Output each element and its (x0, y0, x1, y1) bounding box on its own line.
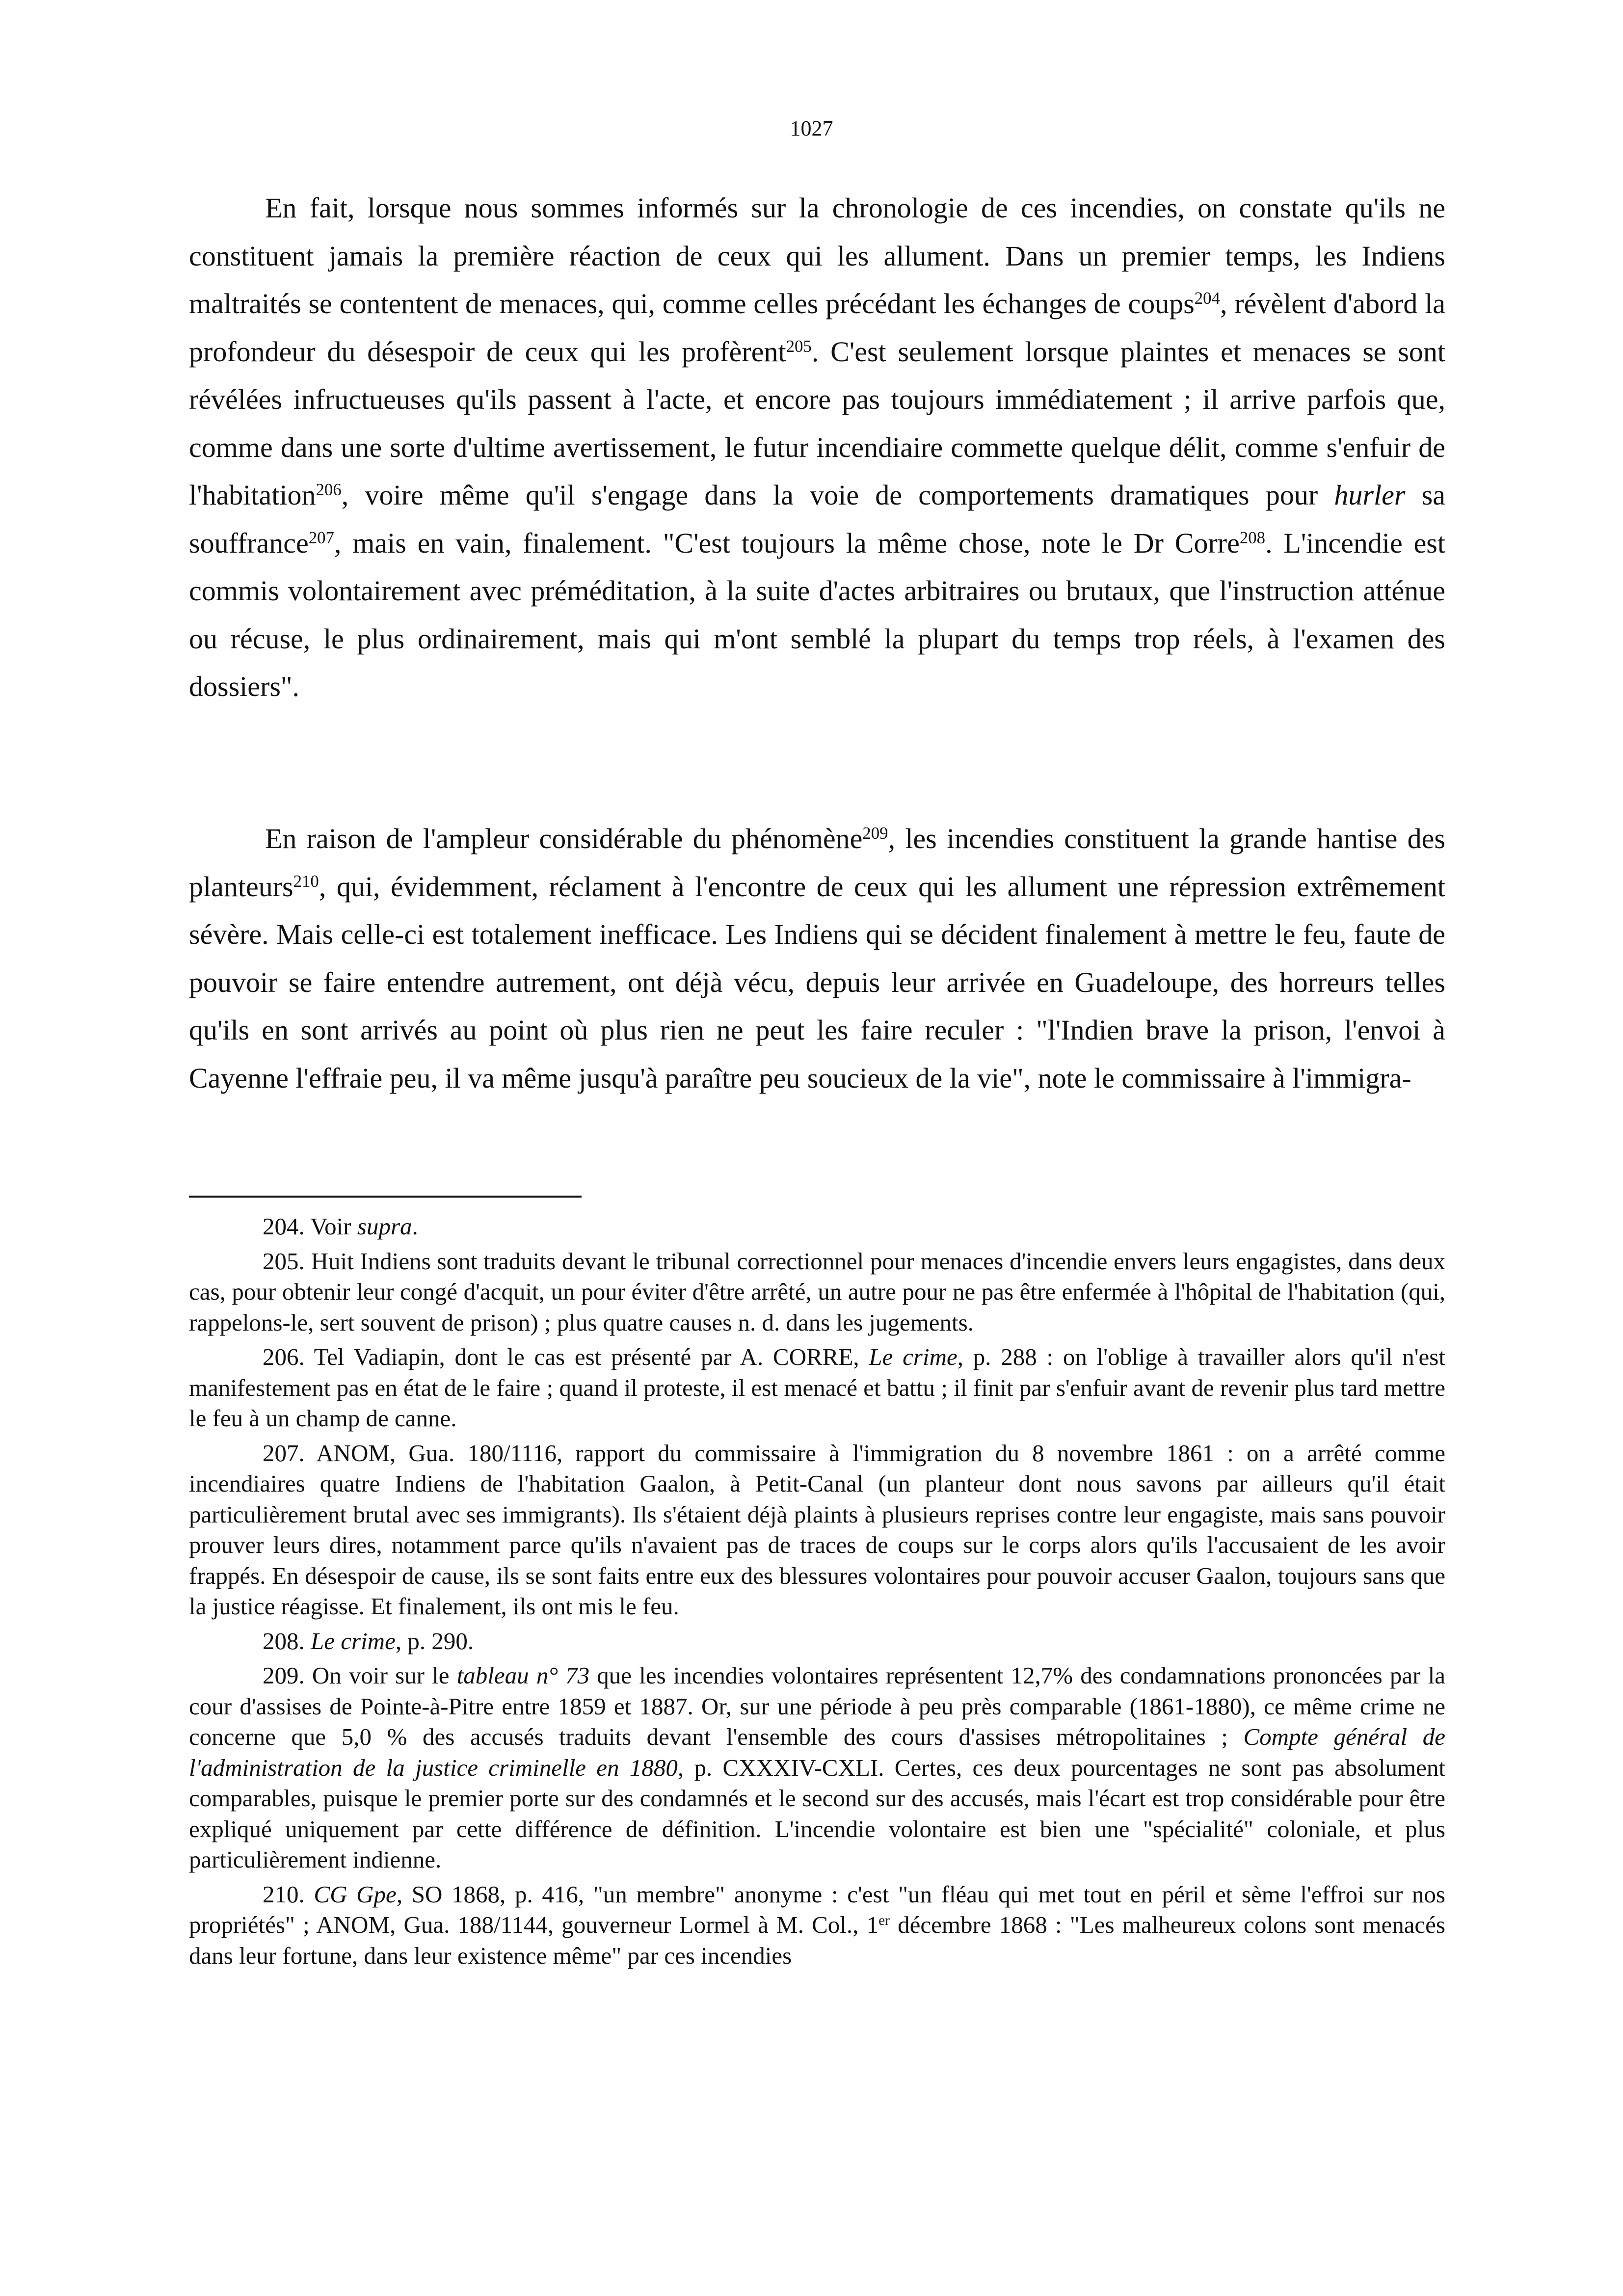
paragraph-text (189, 815, 1445, 1102)
footnote-206 (189, 1342, 1445, 1434)
footnote-208 (189, 1626, 1445, 1657)
text-run: que les incendies volontaires représentent 12,7% des condamnations prononcées par la cour d'assises de Pointe-à-Pitre entre 1859 et 1887. Or, sur une période à peu près comparable (1861-1880), ce même crime ne concerne que 5,0 % des accusés traduits devant l'ensemble des cours d'assises métropolitaines ; (189, 1662, 1445, 1750)
text-run: 208. (263, 1627, 311, 1655)
text-run: . L'incendie est commis volontairement avec préméditation, à la suite d'actes arbitraires ou brutaux, que l'instruction atténue ou récuse, le plus ordinairement, mais qui m'ont semblé la plupart du temps trop réels, à l'examen des dossiers". (189, 527, 1445, 702)
text-run: , SO 1868, p. 416, "un membre" anonyme : c'est "un fléau qui met tout en péril et sème l'effroi sur nos propriétés" ; ANOM, Gua. 188/1144, gouverneur Lormel à M. Col., 1 (189, 1880, 1445, 1938)
footnote-209 (189, 1660, 1445, 1875)
footnote-ref: 204 (1194, 288, 1220, 308)
text-run: En raison de l'ampleur considérable du phénomène (265, 823, 863, 854)
footnote-ref: er (878, 1912, 890, 1928)
italic-text: Le crime (311, 1627, 396, 1655)
page-number: 1027 (790, 116, 833, 140)
text-run: , mais en vain, finalement. "C'est toujours la même chose, note le Dr Corre (334, 527, 1240, 559)
text-run: 210. (263, 1880, 314, 1908)
paragraph-text (189, 184, 1445, 711)
footnote-ref: 208 (1239, 528, 1266, 547)
footnote-205 (189, 1246, 1445, 1338)
footnote-ref: 205 (786, 336, 812, 356)
text-run: 209. On voir sur le (263, 1662, 457, 1689)
text-run: , voire même qu'il s'engage dans la voie de comportements dramatiques pour (341, 479, 1334, 511)
body-paragraph-2 (189, 815, 1445, 1102)
footnote-207 (189, 1438, 1445, 1622)
text-run: sa souffrance (189, 479, 1445, 559)
text-run: , qui, évidemment, réclament à l'encontre de ceux qui les allument une répression extrêmement sévère. Mais celle-ci est totalement inefficace. Les Indiens qui se décident finalement à mettre le feu, faute de pouvoir se faire entendre autrement, ont déjà vécu, depuis leur arrivée en Guadeloupe, des horreurs telles qu'ils en sont arrivés au point où plus rien ne peut les faire reculer : "l'Indien brave la prison, l'envoi à Cayenne l'effraie peu, il va même jusqu'à paraître peu soucieux de la vie", note le commissaire à l'immigra- (189, 870, 1445, 1094)
footnote-ref: 210 (293, 871, 319, 891)
footnote-separator (189, 1196, 582, 1198)
italic-text: Compte général de l'administration de la justice criminelle en 1880 (189, 1723, 1446, 1781)
text-run: 204. Voir (263, 1213, 357, 1240)
italic-text: hurler (1334, 479, 1406, 511)
body-paragraph-1 (189, 184, 1445, 711)
footnote-210 (189, 1879, 1445, 1972)
footnote-ref: 207 (308, 528, 334, 547)
italic-text: tableau n° 73 (456, 1662, 590, 1689)
footnote-204 (189, 1211, 1445, 1242)
text-run: 205. Huit Indiens sont traduits devant le tribunal correctionnel pour menaces d'incendie envers leurs engagistes, dans deux cas, pour obtenir leur congé d'acquit, un pour éviter d'être arrêté, un autre pour ne pas être enfermée à l'hôpital de l'habitation (qui, rappelons-le, sert souvent de prison) ; plus quatre causes n. d. dans les jugements. (189, 1247, 1445, 1336)
text-run: , révèlent d'abord la profondeur du désespoir de ceux qui les profèrent (189, 288, 1446, 368)
text-run: . C'est seulement lorsque plaintes et menaces se sont révélées infructueuses qu'ils passent à l'acte, et encore pas toujours immédiatement ; il arrive parfois que, comme dans une sorte d'ultime avertissement, le futur incendiaire commette quelque délit, comme s'enfuir de l'habitation (189, 335, 1446, 511)
footnotes (189, 1211, 1445, 1975)
text-run: , p. CXXXIV-CXLI. Certes, ces deux pourcentages ne sont pas absolument comparables, puisque le premier porte sur des condamnés et le second sur des accusés, mais l'écart est trop considérable pour être expliqué uniquement par cette différence de définition. L'incendie volontaire est bien une "spécialité" coloniale, et plus particulièrement indienne. (189, 1754, 1445, 1873)
text-run: , p. 288 : on l'oblige à travailler alors qu'il n'est manifestement pas en état de le faire ; quand il proteste, il est menacé et battu ; il finit par s'enfuir avant de revenir plus tard mettre le feu à un champ de canne. (189, 1343, 1445, 1432)
text-run: En fait, lorsque nous sommes informés sur la chronologie de ces incendies, on constate qu'ils ne constituent jamais la première réaction de ceux qui les allument. Dans un premier temps, les Indiens maltraités se contentent de menaces, qui, comme celles précédant les échanges de coups (189, 192, 1445, 320)
text-run: 207. ANOM, Gua. 180/1116, rapport du commissaire à l'immigration du 8 novembre 1861 : on a arrêté comme incendiaires quatre Indiens de l'habitation Gaalon, à Petit-Canal (un planteur dont nous savons par ailleurs qu'il était particulièrement brutal avec ses immigrants). Ils s'étaient déjà plaints à plusieurs reprises contre leur engagiste, mais sans pouvoir prouver leurs dires, notamment parce qu'ils n'avaient pas de traces de coups sur le corps alors qu'ils l'accusaient de les avoir frappés. En désespoir de cause, ils se sont faits entre eux des blessures volontaires pour pouvoir accuser Gaalon, toujours sans que la justice réagisse. Et finalement, ils ont mis le feu. (189, 1439, 1445, 1620)
text-run: , les incendies constituent la grande hantise des planteurs (189, 823, 1445, 903)
italic-text: CG Gpe (314, 1880, 397, 1908)
footnote-ref: 209 (862, 823, 888, 843)
italic-text: Le crime (869, 1343, 958, 1370)
text-run: décembre 1868 : "Les malheureux colons sont menacés dans leur fortune, dans leur existence même" par ces incendies (189, 1911, 1446, 1969)
text-run: 206. Tel Vadiapin, dont le cas est présenté par A. CORRE, (263, 1343, 869, 1370)
text-run: . (412, 1213, 418, 1240)
footnote-ref: 206 (316, 480, 342, 499)
italic-text: supra (357, 1213, 412, 1240)
text-run: , p. 290. (395, 1627, 474, 1655)
